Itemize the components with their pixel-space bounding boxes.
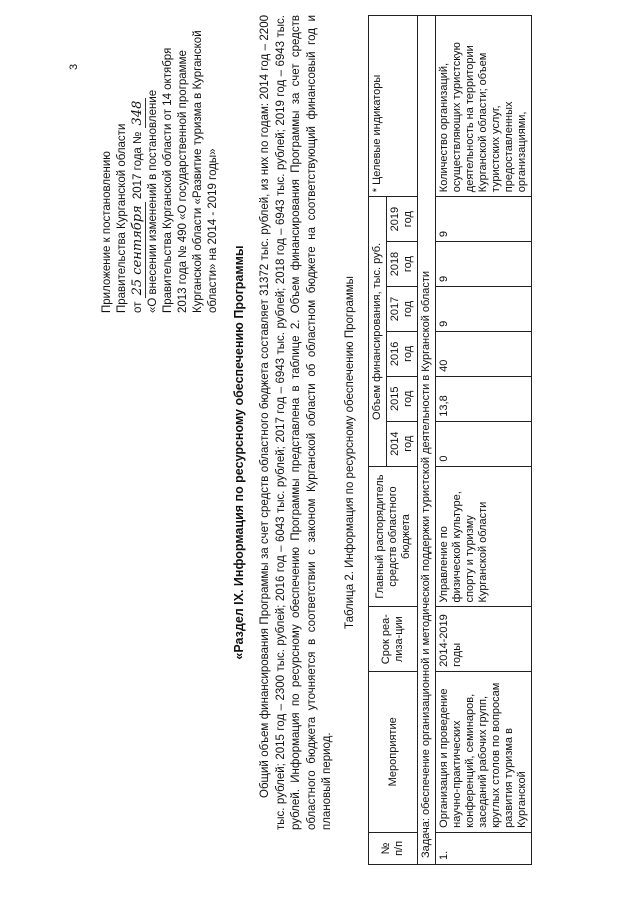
appendix-line: Курганской области «Развитие туризма в Курганской [192,30,204,313]
cell-value-2019: 9 [436,197,532,242]
page-number: 3 [68,63,80,70]
table-row [436,16,532,865]
appendix-from-label: от [132,301,144,313]
header-manager: Главный распорядитель средств областного бюджета [369,466,418,607]
table-caption: Таблица 2. Информация по ресурсному обеспечению Программы [344,276,356,629]
appendix-line: Правительства Курганской области [116,123,128,313]
cell-value-2017: 9 [436,287,532,332]
cell-value-2015: 13,8 [436,376,532,421]
resource-table [368,15,532,865]
header-year: 2018 год [387,242,418,287]
cell-value-2018: 9 [436,242,532,287]
header-volume: Объем финансирования, тыс. руб. [369,197,387,466]
appendix-line: 2013 года № 490 «О государственной программе [177,50,189,313]
header-year: 2019 год [387,197,418,242]
appendix-line: Приложение к постановлению [101,151,113,313]
cell-activity: Организация и проведение научно-практических конференций, семинаров, заседаний рабочих групп, круглых столов по вопросам развития туризма в Курганской [436,671,532,832]
header-year: 2014 год [387,421,418,466]
header-indicators: * Целевые индикаторы [369,16,418,197]
handwritten-number: 348 [130,98,146,129]
task-row [418,16,436,865]
handwritten-date: 25 сентября [130,202,146,298]
cell-indicators: Количество организаций, осуществляющих туристскую деятельность на территории Курганской области; объем туристских услуг, предоставленных организациями, [436,16,532,197]
section-title: «Раздел IX. Информация по ресурсному обеспечению Программы [232,245,246,660]
header-term: Срок реа-лиза-ции [369,607,418,671]
appendix-line: Правительства Курганской области от 14 октября [162,47,174,313]
appendix-date-line [130,13,146,313]
header-num: № п/п [369,832,418,864]
appendix-year-label: 2017 года № [132,131,144,200]
cell-value-2016: 40 [436,331,532,376]
header-year: 2017 год [387,287,418,332]
cell-num: 1. [436,832,532,864]
header-activity: Мероприятие [369,671,418,832]
header-year: 2016 год [387,331,418,376]
appendix-line: области» на 2014 - 2019 годы» [207,148,219,313]
appendix-header [100,13,221,313]
body-paragraph: Общий объем финансирования Программы за счет средств областного бюджета составляет 31372 тыс. рублей, из них по годам: 2014 год – 2200 тыс. рублей; 2015 год – 2300 тыс. рублей; 2016 год – 6043 тыс. рублей; 2017 год – 6943 тыс. рублей; 2018 год – 6943 тыс. рублей; 2019 год – 6943 тыс. рублей. Информация по ресурсному обеспечению Программы представлена в таблице 2. Объем финансирования Программы за счет средств областного бюджета уточняется в соответствии с законом Курганской области об областном бюджете на соответствующий финансовый год и плановый период. [259,15,333,830]
appendix-line: «О внесении изменений в постановление [147,89,159,313]
cell-term: 2014-2019 годы [436,607,532,671]
cell-manager: Управление по физической культуре, спорту и туризму Курганской области [436,466,532,607]
task-text: Задача: обеспечение организационной и методической поддержки туристской деятельности в Курганской области [418,16,436,865]
header-year: 2015 год [387,376,418,421]
cell-value-2014: 0 [436,421,532,466]
